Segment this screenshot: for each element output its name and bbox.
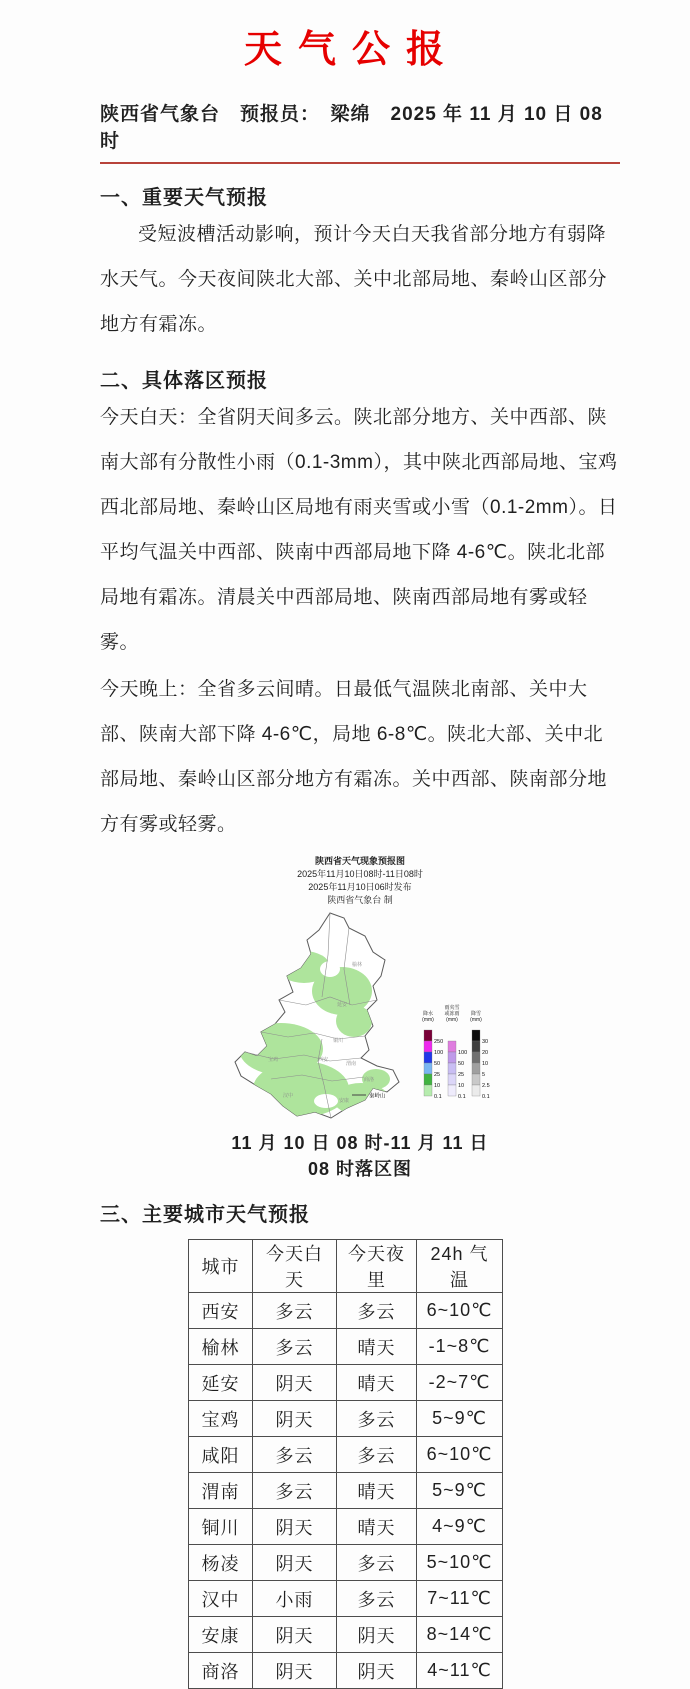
table-cell: 5~10℃ bbox=[417, 1545, 503, 1581]
table-cell: 晴天 bbox=[337, 1473, 417, 1509]
svg-text:10: 10 bbox=[434, 1083, 441, 1089]
table-cell: 7~11℃ bbox=[417, 1581, 503, 1617]
table-cell: 安康 bbox=[189, 1617, 253, 1653]
table-cell: 小雨 bbox=[253, 1581, 337, 1617]
table-cell: 6~10℃ bbox=[417, 1437, 503, 1473]
svg-text:0.1: 0.1 bbox=[434, 1094, 442, 1100]
svg-text:雨夹雪: 雨夹雪 bbox=[444, 1005, 460, 1011]
svg-text:10: 10 bbox=[458, 1083, 465, 1089]
table-row bbox=[189, 1653, 503, 1689]
svg-text:铜川: 铜川 bbox=[332, 1038, 344, 1044]
section3-heading: 三、主要城市天气预报 bbox=[100, 1204, 310, 1226]
table-row bbox=[189, 1545, 503, 1581]
table-row bbox=[189, 1401, 503, 1437]
header-city: 城市 bbox=[189, 1240, 253, 1293]
map-title: 陕西省天气现象预报图 bbox=[314, 856, 405, 866]
table-cell: -1~8℃ bbox=[417, 1329, 503, 1365]
svg-text:汉中: 汉中 bbox=[282, 1093, 294, 1099]
table-cell: 晴天 bbox=[337, 1365, 417, 1401]
page-title: 天气公报 bbox=[243, 29, 460, 71]
header-daytime: 今天白天 bbox=[253, 1240, 337, 1293]
table-cell: 多云 bbox=[253, 1437, 337, 1473]
svg-text:30: 30 bbox=[482, 1039, 489, 1045]
svg-text:250: 250 bbox=[434, 1039, 444, 1045]
meta-line: 陕西省气象台 预报员： 梁绵 2025 年 11 月 10 日 08 时 bbox=[100, 99, 620, 164]
map-issue-time: 2025年11月10日06时发布 bbox=[308, 882, 412, 892]
table-row bbox=[189, 1437, 503, 1473]
section2-paragraph-day: 今天白天：全省阴天间多云。陕北部分地方、关中西部、陕南大部有分散性小雨（0.1-3mm），其中陕北西部局地、宝鸡西北部局地、秦岭山区局地有雨夹雪或小雪（0.1-2mm）。日平均气温关中西部、陕南中西部局地下降 4-6℃。陕北北部局地有霜冻。清晨关中西部局地、陕南西部局地有雾或轻雾。 bbox=[100, 407, 618, 653]
svg-text:降水: 降水 bbox=[422, 1011, 434, 1017]
svg-text:渭南: 渭南 bbox=[345, 1061, 357, 1067]
table-cell: 多云 bbox=[337, 1437, 417, 1473]
table-row bbox=[189, 1293, 503, 1329]
table-cell: -2~7℃ bbox=[417, 1365, 503, 1401]
table-row bbox=[189, 1365, 503, 1401]
svg-text:25: 25 bbox=[458, 1072, 465, 1078]
city-weather-table bbox=[188, 1239, 503, 1689]
map-valid-period: 2025年11月10日08时-11日08时 bbox=[297, 869, 423, 879]
svg-text:(mm): (mm) bbox=[446, 1017, 458, 1023]
table-cell: 多云 bbox=[337, 1545, 417, 1581]
table-cell: 咸阳 bbox=[189, 1437, 253, 1473]
shaanxi-weather-map bbox=[226, 909, 494, 1121]
map-issuer: 陕西省气象台 制 bbox=[327, 895, 393, 905]
table-cell: 阴天 bbox=[253, 1653, 337, 1689]
svg-text:(mm): (mm) bbox=[422, 1017, 434, 1023]
table-row bbox=[189, 1473, 503, 1509]
table-row bbox=[189, 1581, 503, 1617]
table-cell: 延安 bbox=[189, 1365, 253, 1401]
table-row bbox=[189, 1509, 503, 1545]
table-cell: 5~9℃ bbox=[417, 1473, 503, 1509]
svg-text:商洛: 商洛 bbox=[363, 1077, 375, 1083]
table-cell: 6~10℃ bbox=[417, 1293, 503, 1329]
table-cell: 汉中 bbox=[189, 1581, 253, 1617]
table-cell: 8~14℃ bbox=[417, 1617, 503, 1653]
svg-text:安康: 安康 bbox=[338, 1098, 350, 1104]
table-cell: 阴天 bbox=[253, 1365, 337, 1401]
table-cell: 多云 bbox=[253, 1329, 337, 1365]
svg-text:50: 50 bbox=[458, 1061, 465, 1067]
table-cell: 阴天 bbox=[253, 1545, 337, 1581]
table-cell: 阴天 bbox=[253, 1509, 337, 1545]
section1-heading: 一、重要天气预报 bbox=[100, 187, 268, 209]
weather-map-figure bbox=[225, 855, 495, 1181]
section2-paragraph-night: 今天晚上：全省多云间晴。日最低气温陕北南部、关中大部、陕南大部下降 4-6℃，局地 6-8℃。陕北大部、关中北部局地、秦岭山区部分地方有霜冻。关中西部、陕南部分地方有雾或轻雾。 bbox=[100, 679, 608, 835]
svg-text:5: 5 bbox=[482, 1072, 486, 1078]
table-cell: 阴天 bbox=[253, 1401, 337, 1437]
table-cell: 阴天 bbox=[337, 1617, 417, 1653]
table-cell: 5~9℃ bbox=[417, 1401, 503, 1437]
svg-text:西安: 西安 bbox=[317, 1057, 329, 1063]
svg-text:0.1: 0.1 bbox=[458, 1094, 466, 1100]
svg-text:宝鸡: 宝鸡 bbox=[267, 1057, 279, 1063]
svg-text:或冻雨: 或冻雨 bbox=[444, 1011, 460, 1017]
table-cell: 商洛 bbox=[189, 1653, 253, 1689]
table-cell: 多云 bbox=[337, 1293, 417, 1329]
svg-text:100: 100 bbox=[434, 1050, 444, 1056]
table-cell: 阴天 bbox=[337, 1653, 417, 1689]
table-row bbox=[189, 1329, 503, 1365]
map-caption: 11 月 10 日 08 时-11 月 11 日 08 时落区图 bbox=[231, 1133, 489, 1179]
table-cell: 多云 bbox=[337, 1401, 417, 1437]
table-cell: 晴天 bbox=[337, 1509, 417, 1545]
svg-text:25: 25 bbox=[434, 1072, 441, 1078]
table-header-row bbox=[189, 1240, 503, 1293]
svg-text:榆林: 榆林 bbox=[351, 962, 363, 968]
svg-text:20: 20 bbox=[482, 1050, 489, 1056]
svg-text:0.1: 0.1 bbox=[482, 1094, 490, 1100]
table-cell: 4~11℃ bbox=[417, 1653, 503, 1689]
qinling-line-label: 秦岭山 bbox=[369, 1093, 386, 1100]
table-cell: 多云 bbox=[337, 1581, 417, 1617]
section2-heading: 二、具体落区预报 bbox=[100, 370, 268, 392]
svg-text:50: 50 bbox=[434, 1061, 441, 1067]
svg-text:10: 10 bbox=[482, 1061, 489, 1067]
city-table-body bbox=[189, 1293, 503, 1689]
svg-text:100: 100 bbox=[458, 1050, 468, 1056]
table-cell: 西安 bbox=[189, 1293, 253, 1329]
table-row bbox=[189, 1617, 503, 1653]
table-cell: 阴天 bbox=[253, 1617, 337, 1653]
header-temp: 24h 气温 bbox=[417, 1240, 503, 1293]
section1-paragraph: 受短波槽活动影响，预计今天白天我省部分地方有弱降水天气。今天夜间陕北大部、关中北部局地、秦岭山区部分地方有霜冻。 bbox=[100, 224, 608, 335]
svg-text:2.5: 2.5 bbox=[482, 1083, 490, 1089]
table-cell: 晴天 bbox=[337, 1329, 417, 1365]
table-cell: 杨凌 bbox=[189, 1545, 253, 1581]
table-cell: 多云 bbox=[253, 1293, 337, 1329]
table-cell: 多云 bbox=[253, 1473, 337, 1509]
table-cell: 宝鸡 bbox=[189, 1401, 253, 1437]
svg-text:(mm): (mm) bbox=[470, 1017, 482, 1023]
table-cell: 榆林 bbox=[189, 1329, 253, 1365]
table-cell: 铜川 bbox=[189, 1509, 253, 1545]
table-cell: 4~9℃ bbox=[417, 1509, 503, 1545]
table-cell: 渭南 bbox=[189, 1473, 253, 1509]
svg-text:降雪: 降雪 bbox=[470, 1011, 482, 1017]
map-legend bbox=[422, 1004, 489, 1100]
svg-text:延安: 延安 bbox=[336, 1002, 348, 1008]
header-night: 今天夜里 bbox=[337, 1240, 417, 1293]
